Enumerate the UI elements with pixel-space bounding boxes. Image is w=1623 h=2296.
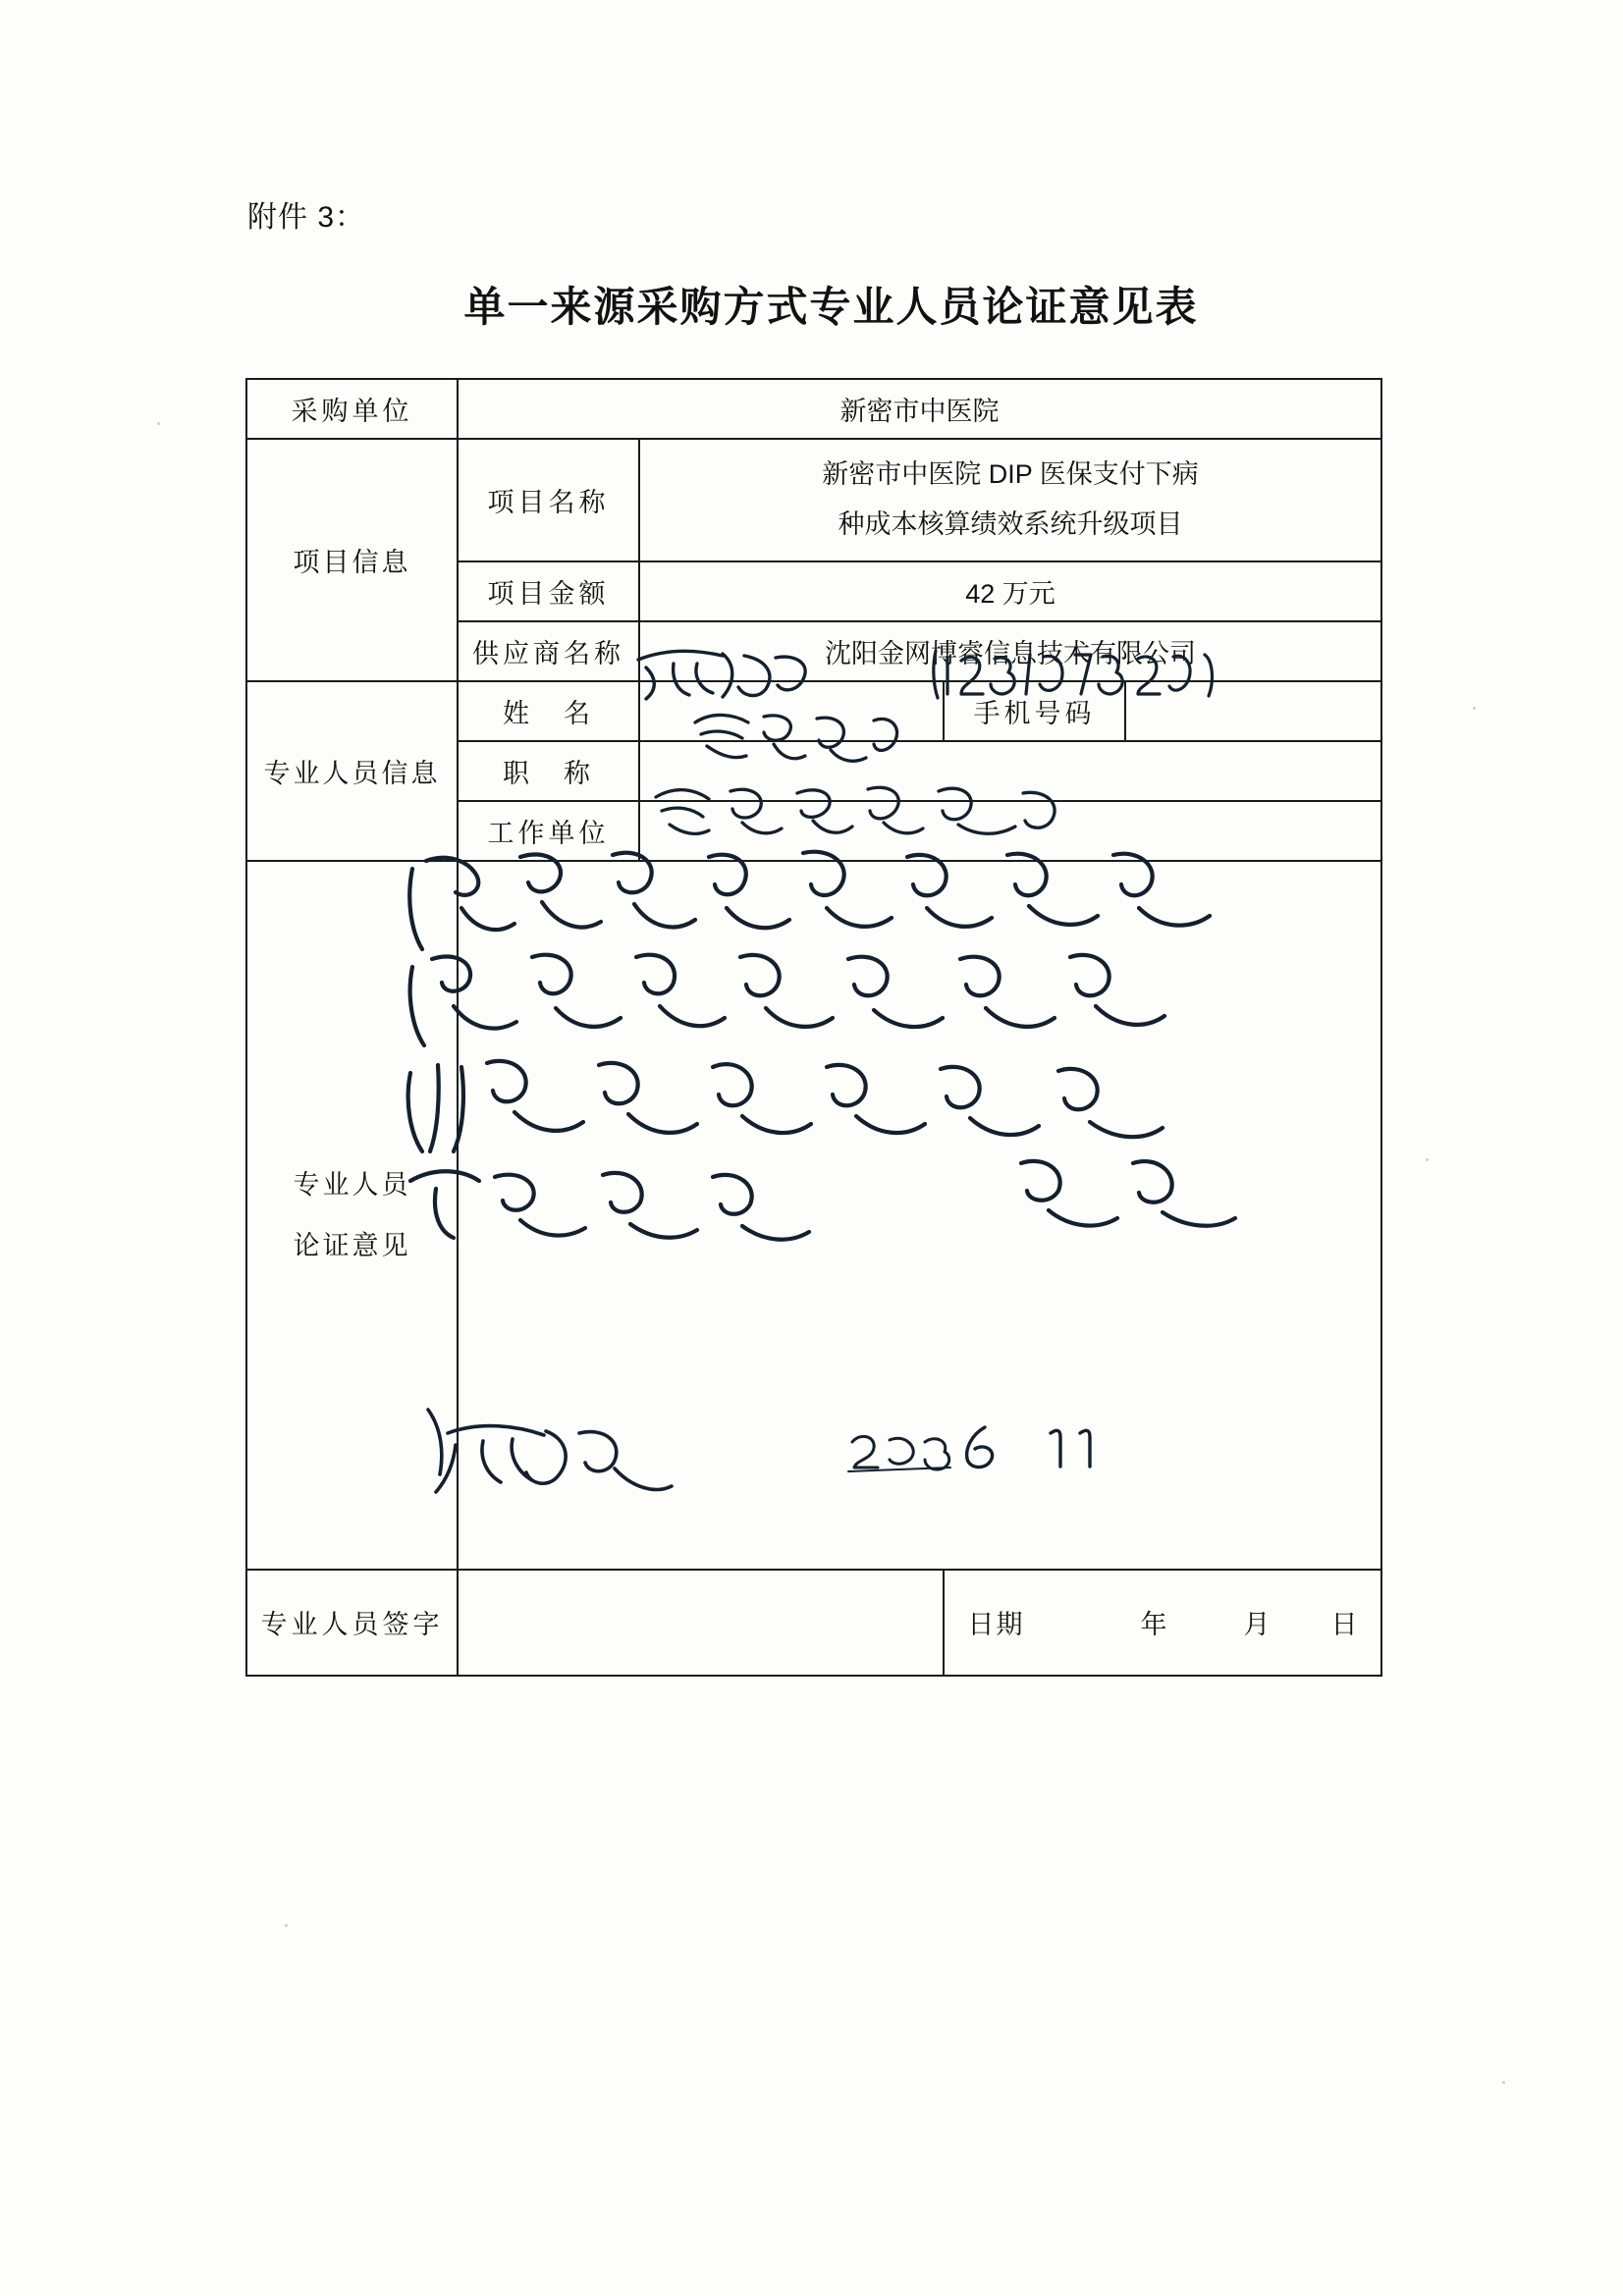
work-unit-value-handwritten: [639, 801, 1381, 861]
scan-speck: [285, 1924, 288, 1927]
project-name-line2: 种成本核算绩效系统升级项目: [838, 509, 1183, 540]
project-info-label: 项目信息: [246, 439, 458, 681]
supplier-label: 供应商名称: [458, 621, 639, 681]
expert-info-label: 专业人员信息: [246, 681, 458, 861]
scan-speck: [1426, 1158, 1429, 1161]
signature-label: 专业人员签字: [246, 1570, 458, 1676]
phone-value-handwritten: [1125, 681, 1381, 741]
opinion-label-line1: 专业人员: [293, 1169, 411, 1200]
table-row-expert-name: [246, 681, 1381, 741]
work-unit-label: 工作单位: [458, 801, 639, 861]
table-row-signature: [246, 1570, 1381, 1676]
attachment-label: 附件 3：: [247, 201, 366, 234]
opinion-value-handwritten: [458, 861, 1381, 1570]
page-title: 单一来源采购方式专业人员论证意见表: [463, 284, 1199, 330]
date-year-unit: 年: [1140, 1610, 1167, 1640]
date-label: 日期: [967, 1610, 1025, 1640]
project-name-label: 项目名称: [458, 439, 639, 561]
project-name-value: [639, 439, 1381, 561]
scan-speck: [1473, 707, 1476, 710]
date-day-unit: 日: [1330, 1610, 1358, 1640]
date-field: [944, 1570, 1381, 1676]
opinion-label: [246, 861, 458, 1570]
project-amount-value: 42 万元: [639, 561, 1381, 621]
table-row-purchaser: [246, 379, 1381, 439]
signature-value-handwritten: [458, 1570, 944, 1676]
scan-speck: [157, 422, 160, 425]
name-label: 姓 名: [458, 681, 639, 741]
purchaser-value: 新密市中医院: [458, 379, 1381, 439]
table-row-project-name: [246, 439, 1381, 561]
project-amount-label: 项目金额: [458, 561, 639, 621]
argument-opinion-form: [245, 378, 1382, 1677]
scan-speck: [1502, 2081, 1505, 2084]
supplier-value: 沈阳金网博睿信息技术有限公司: [639, 621, 1381, 681]
date-month-unit: 月: [1243, 1610, 1271, 1640]
purchaser-label: 采购单位: [246, 379, 458, 439]
opinion-label-line2: 论证意见: [293, 1230, 411, 1260]
phone-label: 手机号码: [944, 681, 1125, 741]
name-value-handwritten: [639, 681, 944, 741]
job-title-value-handwritten: [639, 741, 1381, 801]
job-title-label: 职 称: [458, 741, 639, 801]
table-row-opinion: [246, 861, 1381, 1570]
project-name-line1: 新密市中医院 DIP 医保支付下病: [822, 459, 1199, 489]
